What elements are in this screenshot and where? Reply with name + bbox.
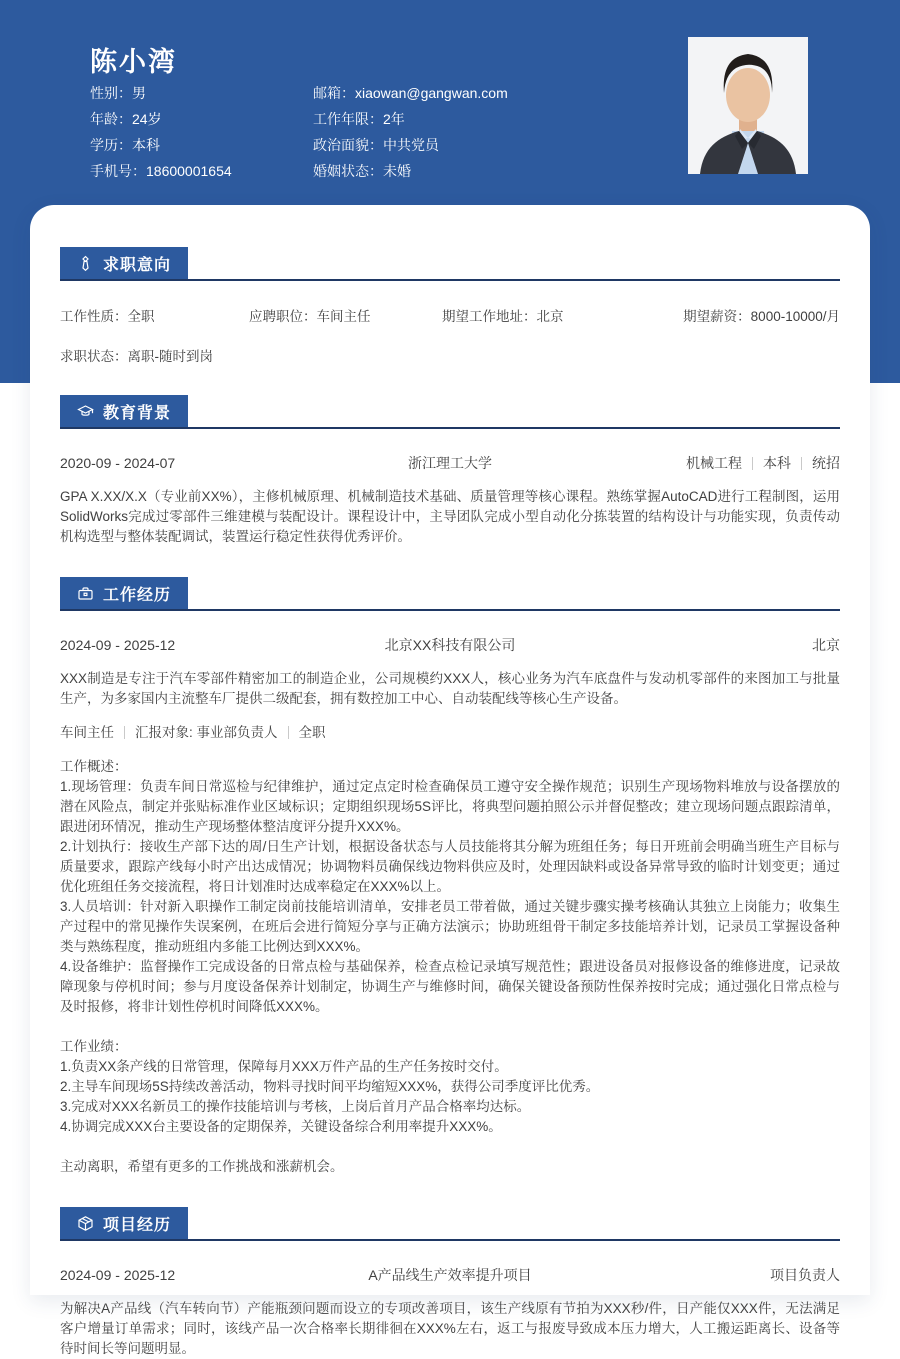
duty-item: 3.人员培训：针对新入职操作工制定岗前技能培训清单，安排老员工带着做，通过关键步骤实操考核确认其独立上岗能力；收集生产过程中的常见操作失误案例，在班后会进行简短分享与正确方法演示；协助班组骨干制定多技能培养计划，记录员工掌握设备种类与熟练程度，推动班组内多能工比例达到XXX%。 xyxy=(60,899,840,954)
id-photo xyxy=(688,37,808,174)
work-meta-row xyxy=(60,635,840,655)
work-period: 2024-09 - 2025-12 xyxy=(60,637,176,653)
job-position: 车间主任 xyxy=(60,725,114,740)
degree: 本科 xyxy=(763,455,791,471)
field-expected-salary: 期望薪资：8000-10000/月 xyxy=(683,309,840,324)
project-name: A产品线生产效率提升项目 xyxy=(368,1267,532,1283)
divider xyxy=(124,726,125,739)
education-meta-row xyxy=(60,453,840,473)
project-meta-row xyxy=(60,1265,840,1285)
personal-info-grid xyxy=(90,84,508,180)
info-age: 年龄：24岁 xyxy=(90,111,162,127)
achievements-title: 工作业绩： xyxy=(60,1039,128,1054)
cube-icon xyxy=(77,1215,94,1232)
project-period: 2024-09 - 2025-12 xyxy=(60,1267,176,1283)
intention-row-2 xyxy=(60,345,840,365)
project-role: 项目负责人 xyxy=(770,1267,840,1283)
section-head-project xyxy=(60,1207,840,1241)
divider xyxy=(801,457,802,470)
field-job-nature: 工作性质：全职 xyxy=(60,309,155,324)
work-achievements xyxy=(60,1037,840,1137)
job-tags-row xyxy=(60,723,840,743)
info-gender: 性别：男 xyxy=(90,85,146,101)
leave-reason: 主动离职，希望有更多的工作挑战和涨薪机会。 xyxy=(60,1159,344,1174)
education-tags xyxy=(492,453,840,473)
work-overview xyxy=(60,757,840,1017)
section-title: 教育背景 xyxy=(103,404,172,422)
enrollment-type: 统招 xyxy=(812,455,840,471)
divider xyxy=(752,457,753,470)
duty-item: 4.设备维护：监督操作工完成设备的日常点检与基础保养，检查点检记录填写规范性；跟进设备员对报修设备的维修进度，记录故障现象与停机时间；参与月度设备保养计划制定，协调生产与维修时间，确保关键设备预防性保养按时完成；通过强化日常点检与及时报修，将非计划性停机时间降低XXX%。 xyxy=(60,959,840,1014)
field-job-status: 求职状态：离职-随时到岗 xyxy=(60,349,213,364)
project-description: 为解决A产品线（汽车转向节）产能瓶颈问题而设立的专项改善项目，该生产线原有节拍为XXX秒/件，日产能仅XXX件，无法满足客户增量订单需求；同时，该线产品一次合格率长期徘徊在XXX%左右，返工与报废导致成本压力增大，人工搬运距离长、设备等待时间长等问题明显。 xyxy=(60,1301,840,1356)
field-apply-position: 应聘职位：车间主任 xyxy=(249,309,371,324)
section-bar-project xyxy=(60,1207,188,1239)
intention-row-1 xyxy=(60,305,840,325)
education-description: GPA X.XX/X.X（专业前XX%），主修机械原理、机械制造技术基础、质量管理等核心课程。熟练掌握AutoCAD进行工程制图，运用SolidWorks完成过零部件三维建模与装配设计。课程设计中，主导团队完成小型自动化分拣装置的结构设计与功能实现，负责传动机构选型与整体装配调试，装置运行稳定性获得优秀评价。 xyxy=(60,489,840,544)
work-overview-title: 工作概述： xyxy=(60,759,128,774)
achievement-item: 4.协调完成XXX台主要设备的定期保养，关键设备综合利用率提升XXX%。 xyxy=(60,1119,502,1134)
section-title: 工作经历 xyxy=(103,586,172,604)
candidate-name: 陈小湾 xyxy=(90,47,177,77)
report-to: 汇报对象: 事业部负责人 xyxy=(135,725,278,740)
section-head-work xyxy=(60,577,840,611)
info-phone: 手机号：18600001654 xyxy=(90,163,232,179)
section-bar-intention xyxy=(60,247,188,279)
section-bar-work xyxy=(60,577,188,609)
education-period: 2020-09 - 2024-07 xyxy=(60,455,176,471)
job-type: 全职 xyxy=(298,725,326,740)
company-intro: XXX制造是专注于汽车零部件精密加工的制造企业，公司规模约XXX人，核心业务为汽车底盘件与发动机零部件的来图加工与批量生产，为多家国内主流整车厂提供二级配套，拥有数控加工中心、自动装配线等核心生产设备。 xyxy=(60,671,840,706)
section-head-education xyxy=(60,395,840,429)
resume-body-card xyxy=(30,205,870,1356)
graduation-cap-icon xyxy=(77,403,94,420)
info-degree: 学历：本科 xyxy=(90,137,160,153)
section-title: 项目经历 xyxy=(103,1216,172,1234)
section-title: 求职意向 xyxy=(103,256,172,274)
section-head-intention xyxy=(60,247,840,281)
briefcase-icon xyxy=(77,585,94,602)
divider xyxy=(288,726,289,739)
personal-header xyxy=(0,0,900,205)
school-name: 浙江理工大学 xyxy=(408,455,492,471)
achievement-item: 2.主导车间现场5S持续改善活动，物料寻找时间平均缩短XXX%，获得公司季度评比优秀。 xyxy=(60,1079,600,1094)
info-political-status: 政治面貌：中共党员 xyxy=(313,137,439,153)
info-marital-status: 婚姻状态：未婚 xyxy=(313,163,411,179)
tie-icon xyxy=(77,255,94,272)
field-expected-location: 期望工作地址：北京 xyxy=(442,309,564,324)
info-email: 邮箱：xiaowan@gangwan.com xyxy=(313,85,508,101)
work-location: 北京 xyxy=(812,637,840,653)
company-name: 北京XX科技有限公司 xyxy=(384,637,516,653)
duty-item: 2.计划执行：接收生产部下达的周/日生产计划，根据设备状态与人员技能将其分解为班组任务；每日开班前会明确当班生产目标与质量要求，跟踪产线每小时产出达成情况；协调物料员确保线边物料供应及时，处理因缺料或设备异常导致的临时计划变更；通过优化班组任务交接流程，将日计划准时达成率稳定在XXX%以上。 xyxy=(60,839,840,894)
portrait-illustration xyxy=(688,37,808,174)
major: 机械工程 xyxy=(686,455,742,471)
section-bar-education xyxy=(60,395,188,427)
info-work-years: 工作年限：2年 xyxy=(313,111,405,127)
duty-item: 1.现场管理：负责车间日常巡检与纪律维护，通过定点定时检查确保员工遵守安全操作规范；识别生产现场物料堆放与设备摆放的潜在风险点，制定并张贴标准作业区域标识；定期组织现场5S评比，将典型问题拍照公示并督促整改；建立现场问题点跟踪清单，跟进闭环情况，推动生产现场整体整洁度评分提升XXX%。 xyxy=(60,779,840,834)
achievement-item: 3.完成对XXX名新员工的操作技能培训与考核，上岗后首月产品合格率均达标。 xyxy=(60,1099,531,1114)
achievement-item: 1.负责XX条产线的日常管理，保障每月XXX万件产品的生产任务按时交付。 xyxy=(60,1059,508,1074)
